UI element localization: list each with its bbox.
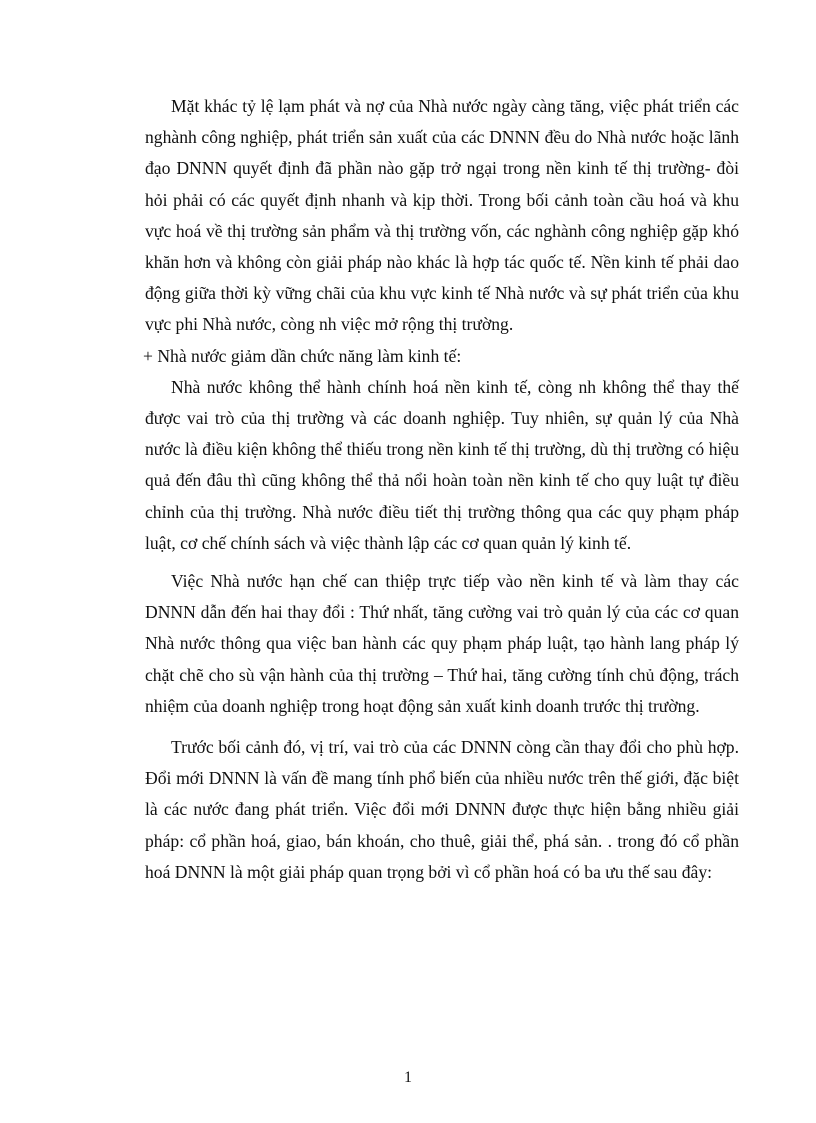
paragraph-two-changes: Việc Nhà nước hạn chế can thiệp trực tiếp vào nền kinh tế và làm thay các DNNN dẫn đến hai thay đổi : Thứ nhất, tăng cường vai trò quản lý của các cơ quan Nhà nước thông qua việc ban hành các quy phạm pháp luật, tạo hành lang pháp lý chặt chẽ cho sù vận hành của thị trường – Thứ hai, tăng cường tính chủ động, trách nhiệm của doanh nghiệp trong hoạt động sản xuất kinh doanh trước thị trường.: [145, 571, 739, 716]
document-body: [145, 91, 739, 888]
page-number: 1: [404, 1069, 412, 1086]
paragraph-context-dnnn: Trước bối cảnh đó, vị trí, vai trò của các DNNN còng cần thay đổi cho phù hợp. Đổi mới DNNN là vấn đề mang tính phổ biến của nhiều nước trên thế giới, đặc biệt là các nước đang phát triển. Việc đổi mới DNNN được thực hiện bằng nhiều giải pháp: cổ phần hoá, giao, bán khoán, cho thuê, giải thể, phá sản. . trong đó cổ phần hoá DNNN là một giải pháp quan trọng bởi vì cổ phần hoá có ba ưu thế sau đây:: [145, 737, 739, 882]
paragraph-inflation-debt: Mặt khác tỷ lệ lạm phát và nợ của Nhà nước ngày càng tăng, việc phát triển các nghành công nghiệp, phát triển sản xuất của các DNNN đều do Nhà nước hoặc lãnh đạo DNNN quyết định đã phần nào gặp trở ngại trong nền kinh tế thị trường- đòi hỏi phải có các quyết định nhanh và kịp thời. Trong bối cảnh toàn cầu hoá và khu vực hoá về thị trường sản phẩm và thị trường vốn, các nghành công nghiệp gặp khó khăn hơn và không còn giải pháp nào khác là hợp tác quốc tế. Nền kinh tế phải dao động giữa thời kỳ vững chãi của khu vực kinh tế Nhà nước và sự phát triển của khu vực phi Nhà nước, còng nh việc mở rộng thị trường.: [145, 96, 739, 335]
paragraph-state-cannot-administer: Nhà nước không thể hành chính hoá nền kinh tế, còng nh không thể thay thế được vai trò của thị trường và các doanh nghiệp. Tuy nhiên, sự quản lý của Nhà nước là điều kiện không thể thiếu trong nền kinh tế thị trường, dù thị trường có hiệu quả đến đâu thì cũng không thể thả nổi hoàn toàn nền kinh tế cho quy luật tự điều chỉnh của thị trường. Nhà nước điều tiết thị trường thông qua các quy phạm pháp luật, cơ chế chính sách và việc thành lập các cơ quan quản lý kinh tế.: [145, 376, 739, 553]
bullet-state-reduces-economic-role: + Nhà nước giảm dần chức năng làm kinh tế:: [143, 345, 462, 366]
